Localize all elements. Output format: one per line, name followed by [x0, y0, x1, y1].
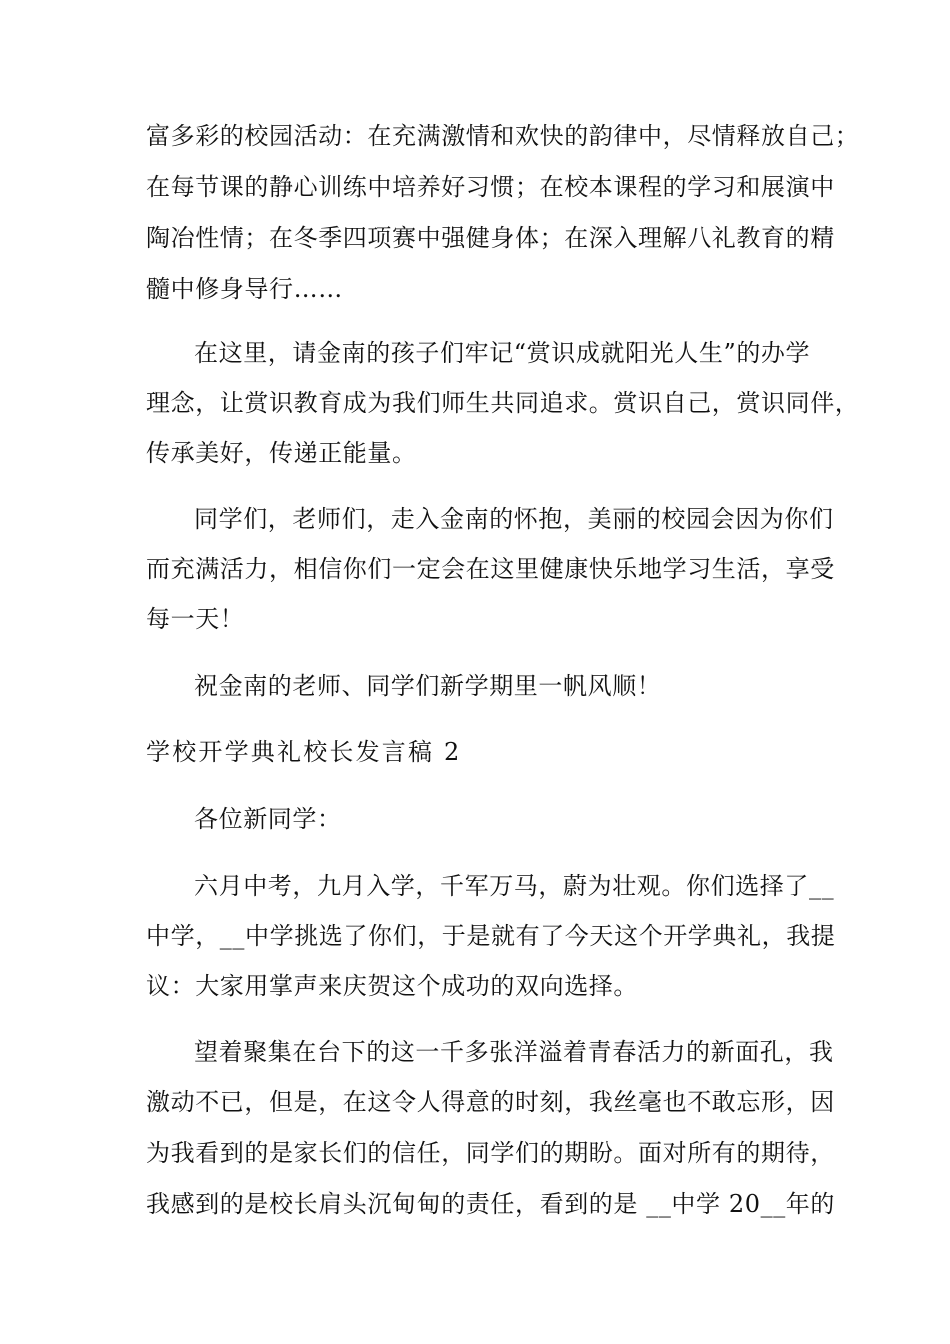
- section-paragraph-3-line-3: 为我看到的是家长们的信任，同学们的期盼。面对所有的期待，: [146, 1139, 835, 1167]
- paragraph-1-line-2: 在每节课的静心训练中培养好习惯；在校本课程的学习和展演中: [146, 173, 835, 201]
- paragraph-3-line-1: 同学们，老师们，走入金南的怀抱，美丽的校园会因为你们: [194, 505, 834, 533]
- paragraph-2-line-2: 理念，让赏识教育成为我们师生共同追求。赏识自己，赏识同伴，: [146, 389, 860, 417]
- paragraph-1-line-3: 陶冶性情；在冬季四项赛中强健身体；在深入理解八礼教育的精: [146, 224, 835, 252]
- section-paragraph-2-line-3: 议：大家用掌声来庆贺这个成功的双向选择。: [146, 972, 638, 1000]
- section-paragraph-1-line-1: 各位新同学：: [194, 805, 342, 833]
- section-paragraph-3-line-2: 激动不已，但是，在这令人得意的时刻，我丝毫也不敢忘形，因: [146, 1088, 835, 1116]
- paragraph-3-line-3: 每一天！: [146, 605, 245, 633]
- paragraph-1-line-4: 髓中修身导行……: [146, 275, 343, 303]
- paragraph-4-line-1: 祝金南的老师、同学们新学期里一帆风顺！: [194, 672, 662, 700]
- paragraph-1-line-1: 富多彩的校园活动：在充满激情和欢快的韵律中，尽情释放自己；: [146, 122, 860, 150]
- paragraph-2-line-3: 传承美好，传递正能量。: [146, 439, 417, 467]
- section-paragraph-3-line-4: 我感到的是校长肩头沉甸甸的责任，看到的是 __中学 20__年的: [146, 1190, 835, 1218]
- section-paragraph-2-line-1: 六月中考，九月入学，千军万马，蔚为壮观。你们选择了__: [194, 872, 835, 900]
- section-paragraph-2-line-2: 中学，__中学挑选了你们，于是就有了今天这个开学典礼，我提: [146, 922, 836, 950]
- paragraph-3-line-2: 而充满活力，相信你们一定会在这里健康快乐地学习生活，享受: [146, 555, 835, 583]
- section-heading: 学校开学典礼校长发言稿 2: [146, 738, 462, 766]
- section-paragraph-3-line-1: 望着聚集在台下的这一千多张洋溢着青春活力的新面孔，我: [194, 1038, 834, 1066]
- paragraph-2-line-1: 在这里，请金南的孩子们牢记“赏识成就阳光人生”的办学: [194, 339, 811, 367]
